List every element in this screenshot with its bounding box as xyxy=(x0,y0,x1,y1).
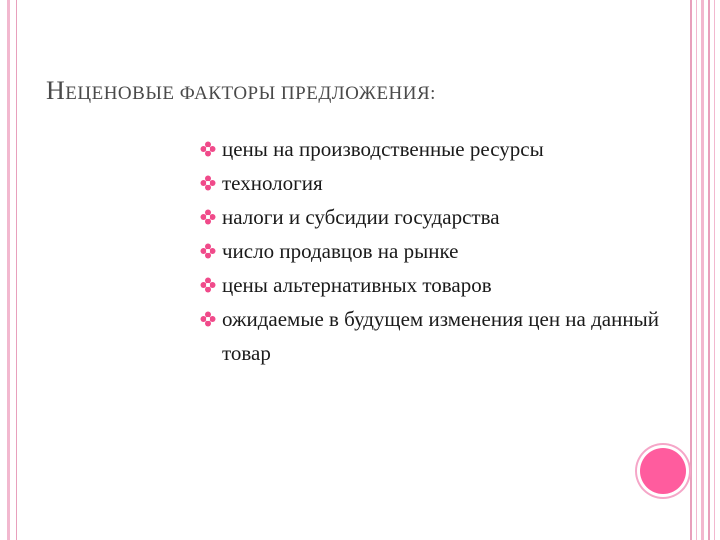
list-item xyxy=(200,234,700,268)
frame-line-right-3 xyxy=(701,0,704,540)
bullet-text: налоги и субсидии государства xyxy=(222,205,500,229)
frame-line-right-5 xyxy=(714,0,715,540)
frame-line-left-inner xyxy=(16,0,17,540)
bullet-text: ожидаемые в будущем изменения цен на данный товар xyxy=(222,307,659,365)
bullet-text: технология xyxy=(222,171,323,195)
slide-title-first-letter: Н xyxy=(46,76,66,105)
list-item xyxy=(200,268,700,302)
bullet-text: число продавцов на рынке xyxy=(222,239,459,263)
flower-bullet-icon xyxy=(200,311,216,327)
frame-line-left-outer xyxy=(7,0,10,540)
bullet-text: цены на производственные ресурсы xyxy=(222,137,544,161)
list-item xyxy=(200,166,700,200)
flower-bullet-icon xyxy=(200,243,216,259)
flower-bullet-icon xyxy=(200,175,216,191)
flower-bullet-icon xyxy=(200,141,216,157)
list-item xyxy=(200,200,700,234)
frame-line-right-4 xyxy=(708,0,710,540)
list-item xyxy=(200,132,700,166)
list-item xyxy=(200,302,700,370)
flower-bullet-icon xyxy=(200,277,216,293)
decorative-pink-circle xyxy=(640,448,686,494)
slide-title xyxy=(46,76,436,106)
bullet-list xyxy=(200,132,700,370)
slide-title-rest: ЕЦЕНОВЫЕ ФАКТОРЫ ПРЕДЛОЖЕНИЯ: xyxy=(65,83,436,104)
flower-bullet-icon xyxy=(200,209,216,225)
bullet-text: цены альтернативных товаров xyxy=(222,273,492,297)
